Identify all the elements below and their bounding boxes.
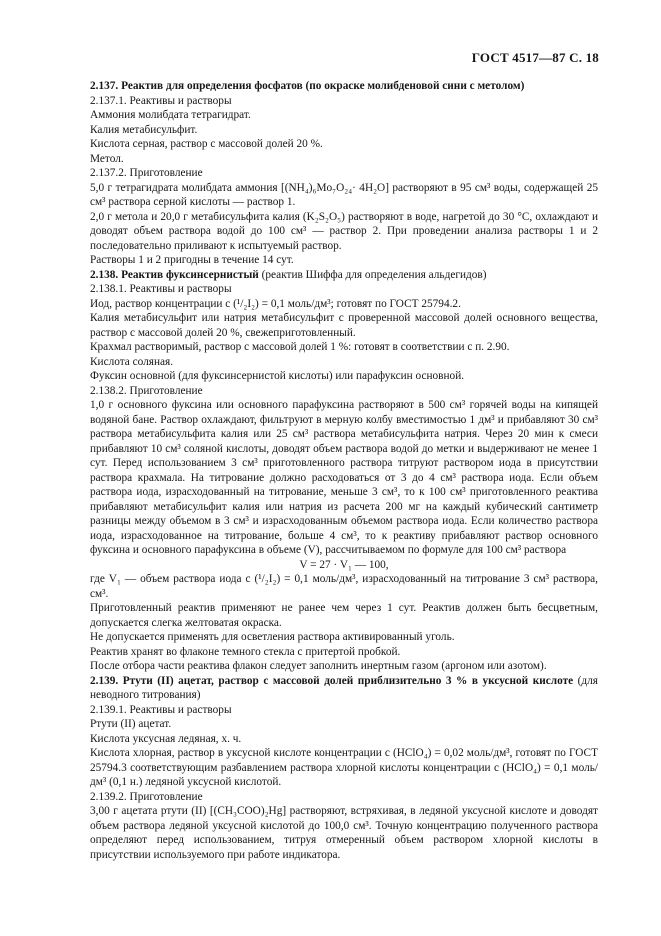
- paragraph: Растворы 1 и 2 пригодны в течение 14 сут.: [90, 254, 294, 266]
- section-number: 2.138.: [90, 268, 119, 281]
- paragraph: Приготовленный реактив применяют не ранее чем через 1 сут. Реактив должен быть бесцветным, допускается слегка желтоватая окраска.: [90, 602, 598, 629]
- paragraph: где V₁ — объем раствора иода c (¹/₂I₂) = 0,1 моль/дм³, израсходованный на титрование 3 см³ раствора, см³.: [90, 573, 598, 600]
- paragraph: Калия метабисульфит или натрия метабисульфит с проверенной массовой долей основного вещества, раствор с массовой долей 20 %, свежеприготовленный.: [90, 312, 598, 339]
- paragraph: 2.137.1. Реактивы и растворы: [90, 94, 232, 107]
- section-number: 2.137.: [90, 80, 119, 92]
- paragraph: Кислота хлорная, раствор в уксусной кислоте концентрации c (HClO₄) = 0,02 моль/дм³, готовят по ГОСТ 25794.3 соответствующим разбавлением раствора хлорной кислоты концентрации c (HClO₄) = 0,1 моль/дм³ (0,1 н.) ледяной уксусной кислотой.: [90, 747, 598, 788]
- paragraph: Фуксин основной (для фуксинсернистой кислоты) или парафуксин основной.: [90, 370, 465, 382]
- section-title: Реактив фуксинсернистый: [121, 268, 259, 281]
- paragraph: 2.139.2. Приготовление: [90, 790, 203, 803]
- page-header: ГОСТ 4517—87 С. 18: [471, 50, 599, 65]
- paragraph: Иод, раствор концентрации c (¹/₂I₂) = 0,1 моль/дм³; готовят по ГОСТ 25794.2.: [90, 297, 461, 310]
- paragraph: Метол.: [90, 152, 124, 165]
- paragraph: 3,00 г ацетата ртути (II) [(CH₃COO)₂Hg] растворяют, встряхивая, в ледяной уксусной кислоте и доводят объем раствора ледяной уксусной кислотой до 100,0 см³. Точную концентрацию полученного раствора определяют перед использованием, титруя отмеренный объем раствором хлорной кислоты в присутствии используемого при работе индикатора.: [90, 805, 598, 861]
- paragraph: 2.138.2. Приготовление: [90, 384, 203, 397]
- paragraph: 2.139.1. Реактивы и растворы: [90, 703, 232, 716]
- paragraph: Кислота уксусная ледяная, х. ч.: [90, 732, 242, 745]
- paragraph: Реактив хранят во флаконе темного стекла с притертой пробкой.: [90, 645, 401, 658]
- paragraph: Кислота соляная.: [90, 355, 174, 368]
- document-body: [90, 79, 598, 862]
- section-2-139-heading: [90, 674, 598, 703]
- section-2-137-heading: [90, 79, 598, 94]
- paragraph: Ртути (II) ацетат.: [90, 718, 172, 730]
- paragraph: Кислота серная, раствор с массовой долей 20 %.: [90, 138, 323, 150]
- section-subtitle: (для неводного титрования): [90, 674, 598, 701]
- section-subtitle: (реактив Шиффа для определения альдегидов): [258, 268, 487, 281]
- paragraph: Крахмал растворимый, раствор с массовой долей 1 %: готовят в соответствии с п. 2.90.: [90, 341, 510, 353]
- paragraph: 2.137.2. Приготовление: [90, 167, 203, 179]
- section-number: 2.139.: [90, 674, 119, 687]
- paragraph: 1,0 г основного фуксина или основного парафуксина растворяют в 500 см³ горячей воды на кипящей водяной бане. Раствор охлаждают, фильтруют в мерную колбу вместимостью 1 дм³ и прибавляют 30 см³ раствора метабисульфита калия или 25 см³ раствора метабисульфита натрия. Через 20 мин к смеси прибавляют 10 см³ соляной кислоты, доводят объем раствора водой до метки и выдерживают не менее 1 сут. Перед использованием 3 см³ приготовленного раствора титруют раствором иода в присутствии раствора крахмала. На титрование должно расходоваться от 3 до 4 см³ раствора иода. Если объем раствора иода, израсходованный на титрование, меньше 3 см³, то к 100 см³ приготовленного реактива прибавляют метабисульфит калия или натрия из расчета 200 мг на каждый кубический сантиметр разницы между объемом в 3 см³ и израсходованным объемом раствора иода. Если количество раствора иода, израсходованное на титрование, больше 4 см³, то к реактиву прибавляют раствор основного фуксина и основного парафуксина в объеме (V), рассчитываемом по формуле для 100 см³ раствора: [90, 399, 598, 556]
- paragraph: Не допускается применять для осветления раствора активированный уголь.: [90, 631, 455, 643]
- paragraph: Калия метабисульфит.: [90, 123, 198, 136]
- paragraph: После отбора части реактива флакон следует заполнить инертным газом (аргоном или азотом).: [90, 660, 547, 672]
- paragraph: 2.138.1. Реактивы и растворы: [90, 283, 232, 295]
- section-title: Ртути (II) ацетат, раствор с массовой долей приблизительно 3 % в уксусной кислоте: [122, 674, 574, 687]
- paragraph: Аммония молибдата тетрагидрат.: [90, 109, 251, 121]
- section-title: Реактив для определения фосфатов (по окраске молибденовой сини с метолом): [121, 80, 525, 92]
- paragraph: 5,0 г тетрагидрата молибдата аммония [(NH₄)₆Mo₇O₂₄· 4H₂O] растворяют в 95 см³ воды, содержащей 25 см³ раствора серной кислоты — раствор 1.: [90, 181, 598, 208]
- section-2-138-heading: [90, 268, 598, 283]
- paragraph: 2,0 г метола и 20,0 г метабисульфита калия (K₂S₂O₅) растворяют в воде, нагретой до 30 °С, охлаждают и доводят объем раствора водой до 100 см³ — раствор 2. При проведении анализа растворы 1 и 2 последовательно приливают к испытуемый раствор.: [90, 210, 598, 252]
- formula: V = 27 · V₁ — 100,: [299, 558, 389, 571]
